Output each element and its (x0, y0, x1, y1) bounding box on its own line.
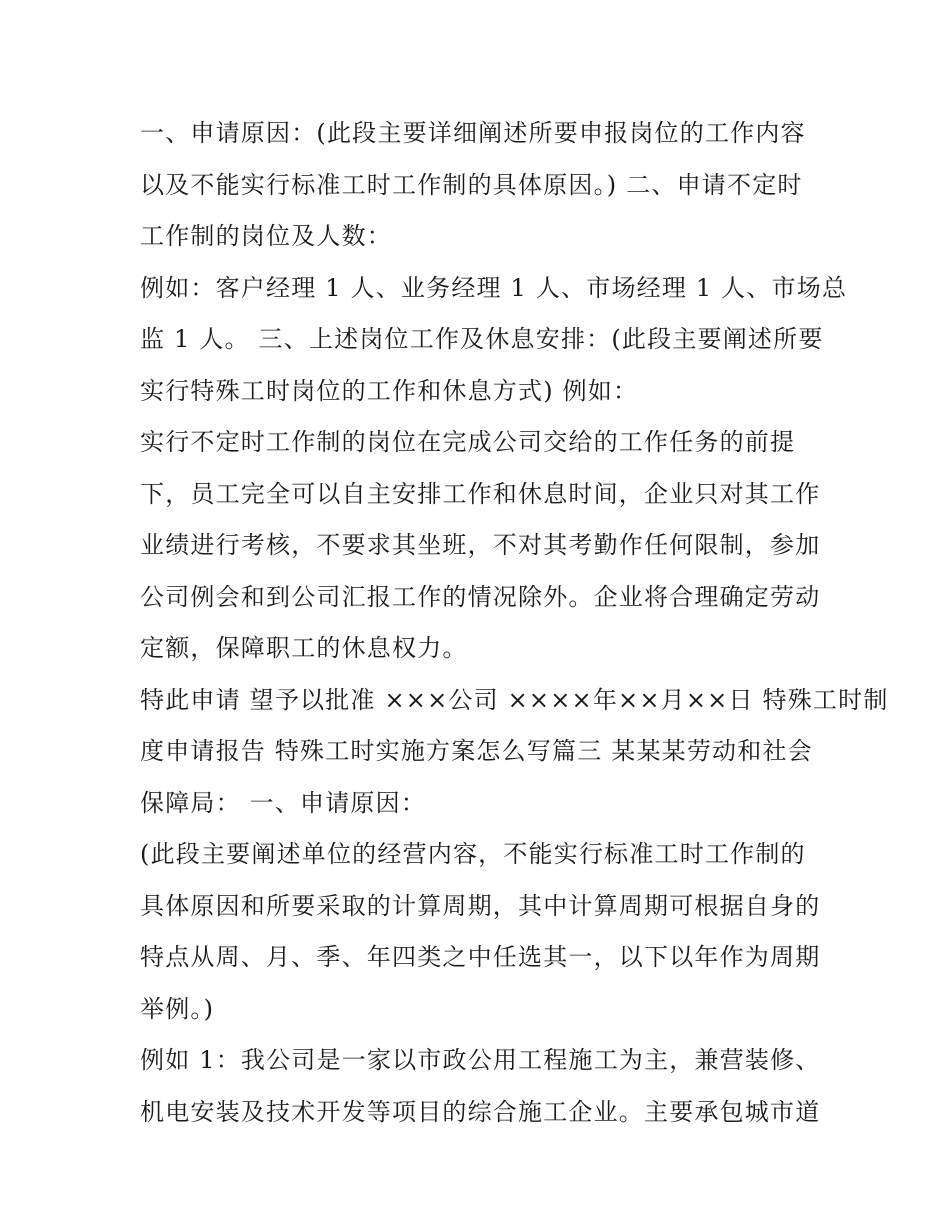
text-line: (此段主要阐述单位的经营内容，不能实行标准工时工作制的 (140, 840, 806, 868)
text-line: 一、申请原因：(此段主要详细阐述所要申报岗位的工作内容 (140, 119, 806, 147)
text-line: 定额，保障职工的休息权力。 (140, 634, 468, 662)
text-line: 例如：客户经理 1 人、业务经理 1 人、市场经理 1 人、市场总 (140, 273, 848, 302)
text-line: 机电安装及技术开发等项目的综合施工企业。主要承包城市道 (140, 1097, 821, 1126)
text-line: 特点从周、月、季、年四类之中任选其一，以下以年作为周期 (140, 943, 821, 971)
text-line: 度申请报告 特殊工时实施方案怎么写篇三 某某某劳动和社会 (140, 737, 813, 765)
text-line: 公司例会和到公司汇报工作的情况除外。企业将合理确定劳动 (140, 582, 821, 611)
text-line: 监 1 人。 三、上述岗位工作及休息安排：(此段主要阐述所要 (140, 325, 824, 353)
text-line: 保障局： 一、申请原因： (140, 788, 427, 817)
text-line: 实行不定时工作制的岗位在完成公司交给的工作任务的前提 (140, 428, 796, 456)
text-line: 具体原因和所要采取的计算周期，其中计算周期可根据自身的 (140, 891, 821, 920)
text-line: 举例。) (140, 994, 215, 1023)
text-line: 业绩进行考核，不要求其坐班，不对其考勤作任何限制，参加 (140, 531, 821, 559)
text-line: 实行特殊工时岗位的工作和休息方式) 例如： (140, 376, 639, 405)
text-line: 以及不能实行标准工时工作制的具体原因。) 二、申请不定时 (140, 170, 803, 199)
body-text (140, 108, 889, 1138)
text-line: 例如 1：我公司是一家以市政公用工程施工为主，兼营装修、 (140, 1046, 821, 1074)
text-line: 下，员工完全可以自主安排工作和休息时间，企业只对其工作 (140, 479, 821, 508)
text-line: 特此申请 望予以批准 ×××公司 ××××年××月××日 特殊工时制 (140, 685, 889, 714)
text-line: 工作制的岗位及人数： (140, 222, 392, 250)
